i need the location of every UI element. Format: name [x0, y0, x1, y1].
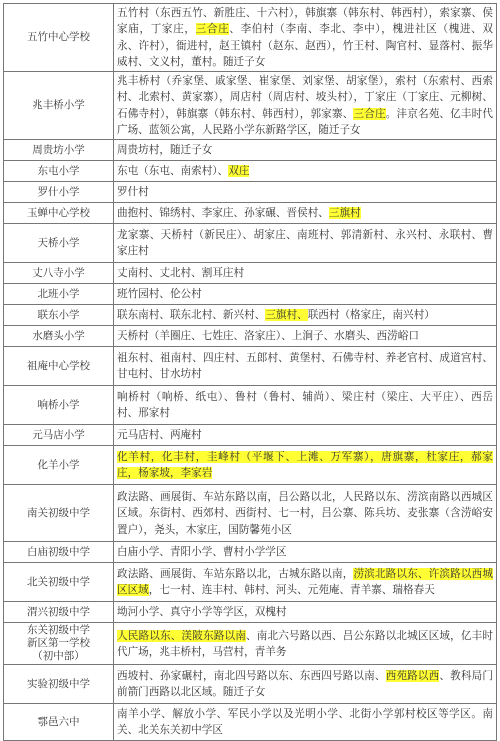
school-name-cell: [4, 347, 114, 386]
school-name: 元马店小学: [32, 428, 85, 441]
enrollment-area-cell: [114, 602, 497, 623]
area-text: 元马店村、两庵村: [117, 429, 202, 442]
area-text: 随迁子女: [222, 55, 266, 68]
table-row: [4, 284, 497, 305]
table-row: [4, 4, 497, 72]
table-row: [4, 140, 497, 161]
area-text: 坳河小学、真守小学等学区，双槐村: [117, 606, 287, 619]
table-row: [4, 704, 497, 741]
table-row: [4, 542, 497, 563]
enrollment-area-cell: [114, 263, 497, 284]
table-row: [4, 623, 497, 665]
school-name-cell: [4, 602, 114, 623]
highlighted-area-text: 人民路以东、渼陂东路以南: [117, 629, 246, 642]
table-row: [4, 446, 497, 485]
enrollment-area-cell: [114, 563, 497, 602]
school-name-cell: [4, 446, 114, 485]
area-text: 西坡村、孙家碾村，南北四号路以东、东西四号路以南、: [117, 670, 386, 683]
area-text: 丈南村、丈北村、割耳庄村: [117, 267, 245, 280]
school-district-table: [3, 3, 497, 741]
school-name: 化羊小学: [37, 458, 80, 471]
area-text: 、教科局门前箭门西路以北区域。随迁子女: [117, 670, 494, 699]
table-row: [4, 326, 497, 347]
area-text: 东屯（东屯、南索村）、: [117, 165, 229, 178]
school-name: 东屯小学: [37, 164, 80, 177]
area-text: 曲抱村、锦绣村、李家庄、孙家碾、晋侯村、: [117, 207, 329, 220]
school-name-cell: [4, 203, 114, 224]
school-name: 兆丰桥小学: [32, 99, 85, 112]
table-row: [4, 161, 497, 182]
enrollment-area-cell: [114, 305, 497, 326]
school-name-cell: [4, 72, 114, 140]
area-text: 政法路、画展街、车站东路以北，古城东路以南，: [117, 568, 354, 581]
school-name-cell: [4, 665, 114, 704]
school-name-cell: [4, 425, 114, 446]
enrollment-area-cell: [114, 326, 497, 347]
area-text: 班竹园村、伦公村: [117, 288, 202, 301]
enrollment-area-cell: [114, 4, 497, 72]
highlighted-area-text: 三合庄: [353, 107, 386, 120]
school-district-table-wrapper: [3, 3, 496, 741]
table-row: [4, 347, 497, 386]
school-name: 水磨头小学: [32, 329, 85, 342]
table-row: [4, 425, 497, 446]
table-row: [4, 263, 497, 284]
table-row: [4, 602, 497, 623]
enrollment-area-cell: [114, 425, 497, 446]
table-row: [4, 305, 497, 326]
school-name: 五竹中心学校: [27, 31, 90, 44]
enrollment-area-cell: [114, 140, 497, 161]
enrollment-area-cell: [114, 623, 497, 665]
table-row: [4, 665, 497, 704]
school-name: 祖庵中心学校: [27, 359, 90, 372]
school-name-cell: [4, 284, 114, 305]
table-row: [4, 485, 497, 542]
school-name-cell: [4, 4, 114, 72]
area-text: 龙家寨、天桥村（新民庄）、胡家庄、南班村、郭清新村、永兴村、永联村、曹家庄村: [117, 229, 493, 258]
enrollment-area-cell: [114, 704, 497, 741]
school-name-cell: [4, 263, 114, 284]
area-text: 、南北六号路以西、吕公东路以北城区区域，亿丰时代广场，兆丰桥村，马营村，青羊务: [117, 629, 493, 658]
area-text: ，七一村、连丰村、韩村、河头、元苑庵、青羊寨、瑞格春天: [148, 584, 435, 597]
area-text: 联西村（格家庄，南兴村）: [307, 309, 435, 322]
enrollment-area-cell: [114, 665, 497, 704]
table-row: [4, 72, 497, 140]
school-name: 渭兴初级中学: [27, 605, 90, 618]
school-name: 响桥小学: [37, 398, 80, 411]
area-text: 五竹村（东西五竹、新胜庄、十六村），韩旗寨（韩东村、韩西村），索家寨、侯家庙，丁家庄，: [117, 7, 493, 36]
highlighted-area-text: 三旗村: [328, 207, 361, 220]
school-name-cell: [4, 386, 114, 425]
school-name-cell: [4, 704, 114, 741]
school-name: 丈八寺小学: [32, 266, 85, 279]
school-name: （初中部）: [32, 650, 85, 663]
highlighted-area-text: 双庄: [228, 165, 250, 178]
enrollment-area-cell: [114, 224, 497, 263]
highlighted-area-text: 化羊村，化丰村，圭峰村（平堰下、上滩、万军寨），唐旗寨，杜家庄，郝家庄，杨家坡，李家岩: [117, 451, 493, 480]
area-text: 白庙小学、青阳小学、曹村小学学区: [117, 546, 287, 559]
table-row: [4, 224, 497, 263]
school-name: 北关初级中学: [27, 575, 90, 588]
highlighted-area-text: 西苑路以西: [385, 670, 440, 683]
area-text: 、: [229, 23, 241, 36]
school-name: 北班小学: [37, 287, 80, 300]
highlighted-area-text: 三合庄: [195, 23, 230, 36]
area-text: 政法路、画展街、车站东路以南，吕公路以北，人民路以东、涝滨南路以西城区区域。东街村、西郊村、西街村、七一村，吕公寨、陈兵坊、麦张寨（含涝峪安置户），尧头，木家庄，国防馨苑小区: [117, 490, 493, 536]
school-name-cell: [4, 485, 114, 542]
area-text: 李伯村（李南、李北、李中），槐进社区（槐进、双永、许村），衙进村，赵王镇村（赵东、赵西），竹王村、陶官村、显落村、振华威村、文义村，董村。: [117, 23, 494, 68]
enrollment-area-cell: [114, 446, 497, 485]
school-name-cell: [4, 224, 114, 263]
school-name-cell: [4, 542, 114, 563]
table-row: [4, 386, 497, 425]
school-name: 新区第一学校: [27, 637, 90, 650]
area-text: 联东南村、联东北村、新兴村、: [117, 309, 266, 322]
area-text: 响桥村（响桥、纸屯）、鲁村（鲁村、辅尚）、梁庄村（梁庄、大平庄）、西岳村、邢家村: [117, 391, 493, 420]
table-row: [4, 203, 497, 224]
school-name: 东关初级中学: [27, 624, 90, 637]
school-name: 实验初级中学: [27, 677, 90, 690]
school-name: 罗什小学: [37, 185, 80, 198]
highlighted-area-text: 涝滨北路以东、许滨路以西城区区域: [117, 568, 493, 597]
school-name: 白庙初级中学: [27, 545, 90, 558]
school-name-cell: [4, 623, 114, 665]
school-name-cell: [4, 182, 114, 203]
school-name: 玉蝉中心学校: [27, 206, 90, 219]
enrollment-area-cell: [114, 284, 497, 305]
enrollment-area-cell: [114, 542, 497, 563]
table-row: [4, 563, 497, 602]
enrollment-area-cell: [114, 161, 497, 182]
area-text: 祖东村、祖南村、四庄村、五郎村、黄堡村、石佛寺村、养老官村、成道宫村、甘屯村、甘水坊村: [117, 352, 493, 381]
area-text: 罗什村: [117, 186, 149, 199]
enrollment-area-cell: [114, 347, 497, 386]
school-name: 联东小学: [37, 308, 80, 321]
enrollment-area-cell: [114, 386, 497, 425]
area-text: 周贵坊村，随迁子女: [117, 144, 213, 157]
enrollment-area-cell: [114, 72, 497, 140]
area-text: 天桥村（羊圈庄、七姓庄、洛家庄）、上涧子、水磨头、西涝峪口: [117, 330, 419, 343]
school-name: 南关初级中学: [27, 506, 90, 519]
school-name: 天桥小学: [37, 236, 80, 249]
table-row: [4, 182, 497, 203]
enrollment-area-cell: [114, 182, 497, 203]
enrollment-area-cell: [114, 485, 497, 542]
school-name: 周贵坊小学: [32, 143, 85, 156]
school-name-cell: [4, 563, 114, 602]
school-name-cell: [4, 326, 114, 347]
table-body: [4, 4, 497, 741]
school-name-cell: [4, 140, 114, 161]
school-name-cell: [4, 161, 114, 182]
area-text: 南羊小学、解放小学、军民小学以及光明小学、北街小学郭村校区等学区。南关、北关东关初中学区: [117, 708, 493, 737]
area-text: 兆丰桥村（乔家堡、戚家堡、崔家堡、刘家堡、胡家堡），索村（东索村、西索村、北索村、黄家寨），周店村（周店村、坡头村），丁家庄（丁家庄、元柳树、石佛寺村），韩旗寨（韩东村、韩西村），郭家寨、: [117, 75, 493, 120]
school-name-cell: [4, 305, 114, 326]
highlighted-area-text: 三旗村、: [265, 309, 308, 322]
area-text: 。沣京名苑、亿丰时代广场、蓝领公寓，人民路小学东新路学区，随迁子女: [117, 107, 493, 137]
enrollment-area-cell: [114, 203, 497, 224]
school-name: 鄠邑六中: [37, 715, 80, 728]
